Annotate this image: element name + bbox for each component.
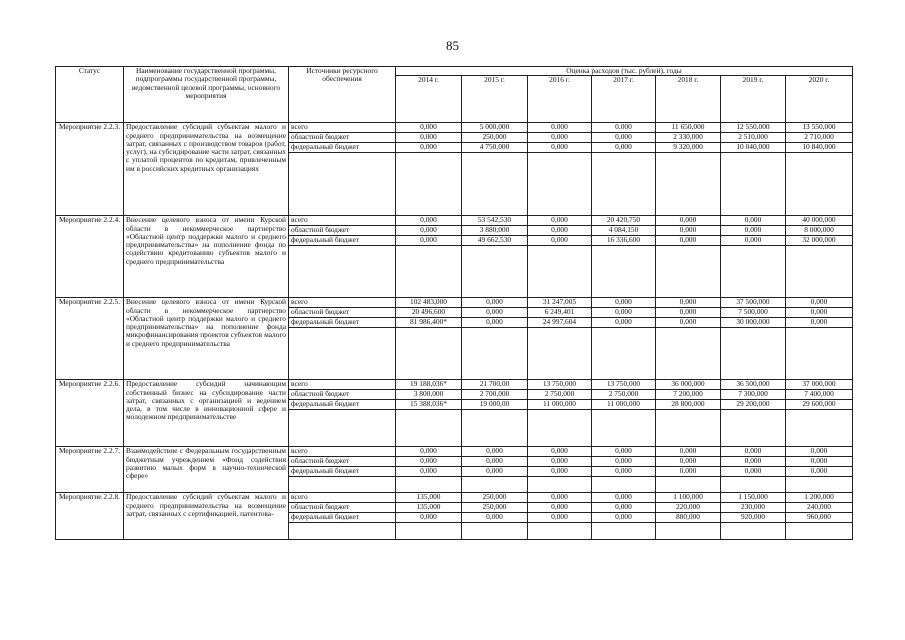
empty-cell [721, 328, 786, 380]
empty-cell [786, 523, 853, 540]
empty-cell [592, 246, 656, 298]
description-cell: Внесение целевого взноса от имени Курской области в некоммерческое партнерство «Областной центр поддержки малого и среднего предпринимательства» на пополнение фонда микрофинансирования проектов субъектов малого и среднего предпринимательства [124, 298, 289, 380]
empty-cell [656, 523, 721, 540]
description-cell: Предоставление субсидий начинающим собственный бизнес на субсидирование части затрат, связанных с организацией и ведением дела, в том числе в инновационной сфере и молодежном предпринимательстве [124, 380, 289, 447]
value-cell: 0,000 [721, 447, 786, 457]
empty-cell [528, 153, 592, 216]
status-cell: Мероприятие 2.2.6. [56, 380, 124, 447]
value-cell: 1 100,000 [656, 493, 721, 503]
value-cell: 0,000 [396, 216, 462, 226]
value-cell: 0,000 [786, 308, 853, 318]
value-cell: 0,000 [786, 467, 853, 477]
source-cell: федеральный бюджет [289, 143, 396, 153]
empty-cell [592, 328, 656, 380]
value-cell: 19 188,036* [396, 380, 462, 390]
value-cell: 2 750,000 [592, 390, 656, 400]
value-cell: 40 000,000 [786, 216, 853, 226]
empty-cell [528, 410, 592, 447]
value-cell: 4 084,150 [592, 226, 656, 236]
value-cell: 0,000 [462, 467, 528, 477]
value-cell: 13 550,000 [786, 123, 853, 133]
empty-cell [396, 246, 462, 298]
empty-cell [786, 328, 853, 380]
value-cell: 0,000 [656, 457, 721, 467]
value-cell: 30 000,000 [721, 318, 786, 328]
value-cell: 11 000,000 [528, 400, 592, 410]
status-cell: Мероприятие 2.2.7. [56, 447, 124, 493]
value-cell: 960,000 [786, 513, 853, 523]
value-cell: 0,000 [528, 236, 592, 246]
empty-cell [462, 153, 528, 216]
value-cell: 53 542,530 [462, 216, 528, 226]
value-cell: 0,000 [396, 457, 462, 467]
value-cell: 0,000 [528, 467, 592, 477]
value-cell: 0,000 [528, 226, 592, 236]
value-cell: 2 510,000 [721, 133, 786, 143]
value-cell: 10 840,000 [786, 143, 853, 153]
empty-cell [528, 246, 592, 298]
value-cell: 7 300,000 [721, 390, 786, 400]
value-cell: 230,000 [721, 503, 786, 513]
source-cell: всего [289, 447, 396, 457]
empty-cell [721, 410, 786, 447]
value-cell: 21 700,00 [462, 380, 528, 390]
source-cell: федеральный бюджет [289, 467, 396, 477]
value-cell: 15 388,036* [396, 400, 462, 410]
value-cell: 0,000 [592, 123, 656, 133]
value-cell: 0,000 [528, 503, 592, 513]
value-cell: 29 200,000 [721, 400, 786, 410]
empty-cell [289, 410, 396, 447]
source-cell: всего [289, 493, 396, 503]
value-cell: 0,000 [528, 493, 592, 503]
expenditure-table [55, 66, 853, 540]
source-cell: федеральный бюджет [289, 400, 396, 410]
value-cell: 0,000 [592, 457, 656, 467]
value-cell: 0,000 [396, 513, 462, 523]
value-cell: 20 420,750 [592, 216, 656, 226]
empty-cell [462, 523, 528, 540]
source-cell: областной бюджет [289, 226, 396, 236]
value-cell: 250,000 [462, 503, 528, 513]
header-status: Статус [56, 67, 124, 123]
value-cell: 8 000,000 [786, 226, 853, 236]
value-cell: 0,000 [721, 467, 786, 477]
empty-cell [786, 477, 853, 493]
value-cell: 0,000 [528, 123, 592, 133]
description-cell: Предоставление субсидий субъектам малого и среднего предпринимательства на возмещение затрат, связанных с производством товаров (работ, услуг), на субсидирование части затрат, связанных с уплатой процентов по кредитам, привлеченным им в российских кредитных организациях [124, 123, 289, 216]
empty-cell [592, 523, 656, 540]
value-cell: 9 320,000 [656, 143, 721, 153]
value-cell: 0,000 [592, 298, 656, 308]
value-cell: 0,000 [592, 308, 656, 318]
value-cell: 0,000 [786, 298, 853, 308]
value-cell: 0,000 [656, 236, 721, 246]
value-cell: 2 330,000 [656, 133, 721, 143]
value-cell: 0,000 [396, 133, 462, 143]
source-cell: областной бюджет [289, 133, 396, 143]
value-cell: 31 247,005 [528, 298, 592, 308]
table-row [56, 447, 853, 457]
empty-cell [786, 246, 853, 298]
empty-cell [396, 328, 462, 380]
value-cell: 0,000 [462, 513, 528, 523]
empty-cell [462, 328, 528, 380]
table-row [56, 493, 853, 503]
header-year: 2016 г. [528, 76, 592, 123]
description-cell: Внесение целевого взноса от имени Курской области в некоммерческое партнерство «Областной центр поддержки малого и среднего предпринимательства» на пополнение фонда по содействию кредитованию субъектов малого и среднего предпринимательства [124, 216, 289, 298]
value-cell: 0,000 [721, 226, 786, 236]
value-cell: 0,000 [786, 447, 853, 457]
value-cell: 0,000 [462, 308, 528, 318]
header-year: 2015 г. [462, 76, 528, 123]
value-cell: 3 800,000 [396, 390, 462, 400]
value-cell: 10 040,000 [721, 143, 786, 153]
empty-cell [528, 523, 592, 540]
header-estimate: Оценка расходов (тыс. рублей), годы [396, 67, 853, 76]
status-cell: Мероприятие 2.2.5. [56, 298, 124, 380]
source-cell: всего [289, 380, 396, 390]
source-cell: областной бюджет [289, 308, 396, 318]
value-cell: 20 496,600 [396, 308, 462, 318]
empty-cell [721, 523, 786, 540]
value-cell: 11 650,000 [656, 123, 721, 133]
value-cell: 0,000 [528, 133, 592, 143]
value-cell: 13 750,000 [528, 380, 592, 390]
value-cell: 0,000 [462, 298, 528, 308]
value-cell: 0,000 [721, 216, 786, 226]
empty-cell [721, 246, 786, 298]
value-cell: 0,000 [656, 216, 721, 226]
value-cell: 0,000 [462, 457, 528, 467]
value-cell: 0,000 [592, 143, 656, 153]
empty-cell [592, 477, 656, 493]
empty-cell [656, 328, 721, 380]
value-cell: 0,000 [656, 318, 721, 328]
value-cell: 0,000 [721, 457, 786, 467]
value-cell: 0,000 [396, 236, 462, 246]
value-cell: 0,000 [528, 457, 592, 467]
value-cell: 0,000 [396, 123, 462, 133]
source-cell: областной бюджет [289, 457, 396, 467]
empty-cell [786, 153, 853, 216]
source-cell: всего [289, 216, 396, 226]
empty-cell [528, 477, 592, 493]
value-cell: 19 000,00 [462, 400, 528, 410]
source-cell: областной бюджет [289, 390, 396, 400]
status-cell: Мероприятие 2.2.4. [56, 216, 124, 298]
empty-cell [656, 153, 721, 216]
empty-cell [289, 153, 396, 216]
value-cell: 0,000 [656, 467, 721, 477]
empty-cell [462, 477, 528, 493]
status-cell: Мероприятие 2.2.8. [56, 493, 124, 540]
value-cell: 0,000 [721, 236, 786, 246]
empty-cell [721, 477, 786, 493]
value-cell: 0,000 [592, 503, 656, 513]
source-cell: федеральный бюджет [289, 318, 396, 328]
empty-cell [396, 523, 462, 540]
empty-cell [396, 410, 462, 447]
value-cell: 37 000,000 [786, 380, 853, 390]
source-cell: федеральный бюджет [289, 513, 396, 523]
table-row [56, 380, 853, 390]
value-cell: 49 662,530 [462, 236, 528, 246]
value-cell: 240,000 [786, 503, 853, 513]
description-cell: Взаимодействие с Федеральным государственным бюджетным учреждением «Фонд содействия развитию малых форм в научно-технической сфере» [124, 447, 289, 493]
value-cell: 36 000,000 [656, 380, 721, 390]
value-cell: 3 880,000 [462, 226, 528, 236]
empty-cell [656, 410, 721, 447]
header-year: 2014 г. [396, 76, 462, 123]
value-cell: 0,000 [592, 318, 656, 328]
value-cell: 135,000 [396, 493, 462, 503]
value-cell: 0,000 [528, 513, 592, 523]
value-cell: 0,000 [656, 447, 721, 457]
description-cell: Предоставление субсидий субъектам малого и среднего предпринимательства на возмещение затрат, связанных с сертификацией, патентова- [124, 493, 289, 540]
value-cell: 37 500,000 [721, 298, 786, 308]
value-cell: 4 750,000 [462, 143, 528, 153]
value-cell: 12 550,000 [721, 123, 786, 133]
header-year: 2019 г. [721, 76, 786, 123]
table-body [56, 123, 853, 540]
header-year: 2018 г. [656, 76, 721, 123]
value-cell: 0,000 [786, 318, 853, 328]
value-cell: 0,000 [528, 447, 592, 457]
value-cell: 7 500,000 [721, 308, 786, 318]
value-cell: 250,000 [462, 493, 528, 503]
value-cell: 5 000,000 [462, 123, 528, 133]
value-cell: 0,000 [462, 447, 528, 457]
page-number: 85 [446, 38, 459, 53]
value-cell: 29 600,000 [786, 400, 853, 410]
empty-cell [289, 328, 396, 380]
value-cell: 920,000 [721, 513, 786, 523]
value-cell: 13 750,000 [592, 380, 656, 390]
value-cell: 0,000 [592, 513, 656, 523]
value-cell: 0,000 [786, 457, 853, 467]
empty-cell [656, 477, 721, 493]
empty-cell [528, 328, 592, 380]
value-cell: 220,000 [656, 503, 721, 513]
header-source: Источники ресурсного обеспечения [289, 67, 396, 123]
table-row [56, 123, 853, 133]
value-cell: 135,000 [396, 503, 462, 513]
empty-cell [396, 153, 462, 216]
value-cell: 0,000 [462, 318, 528, 328]
empty-cell [786, 410, 853, 447]
table-row [56, 298, 853, 308]
value-cell: 2 710,000 [786, 133, 853, 143]
empty-cell [592, 410, 656, 447]
value-cell: 2 750,000 [528, 390, 592, 400]
value-cell: 0,000 [396, 447, 462, 457]
value-cell: 1 150,000 [721, 493, 786, 503]
empty-cell [721, 153, 786, 216]
value-cell: 0,000 [592, 447, 656, 457]
source-cell: всего [289, 123, 396, 133]
table-row [56, 216, 853, 226]
value-cell: 16 336,600 [592, 236, 656, 246]
value-cell: 32 000,000 [786, 236, 853, 246]
value-cell: 0,000 [592, 467, 656, 477]
header-name: Наименование государственной программы, подпрограммы государственной программы, ведомственной целевой программы, основного мероприятия [124, 67, 289, 123]
value-cell: 7 200,000 [656, 390, 721, 400]
header-year: 2020 г. [786, 76, 853, 123]
status-cell: Мероприятие 2.2.3. [56, 123, 124, 216]
empty-cell [592, 153, 656, 216]
empty-cell [656, 246, 721, 298]
empty-cell [289, 246, 396, 298]
value-cell: 7 400,000 [786, 390, 853, 400]
value-cell: 0,000 [528, 143, 592, 153]
value-cell: 0,000 [592, 493, 656, 503]
value-cell: 1 200,000 [786, 493, 853, 503]
header-year: 2017 г. [592, 76, 656, 123]
value-cell: 0,000 [656, 226, 721, 236]
source-cell: федеральный бюджет [289, 236, 396, 246]
empty-cell [396, 477, 462, 493]
value-cell: 36 500,000 [721, 380, 786, 390]
value-cell: 0,000 [592, 133, 656, 143]
value-cell: 81 986,400* [396, 318, 462, 328]
value-cell: 102 483,000 [396, 298, 462, 308]
value-cell: 6 249,401 [528, 308, 592, 318]
value-cell: 880,000 [656, 513, 721, 523]
source-cell: областной бюджет [289, 503, 396, 513]
empty-cell [289, 477, 396, 493]
empty-cell [289, 523, 396, 540]
source-cell: всего [289, 298, 396, 308]
value-cell: 0,000 [396, 467, 462, 477]
value-cell: 0,000 [656, 308, 721, 318]
value-cell: 0,000 [396, 226, 462, 236]
value-cell: 250,000 [462, 133, 528, 143]
value-cell: 24 997,604 [528, 318, 592, 328]
value-cell: 0,000 [656, 298, 721, 308]
empty-cell [462, 246, 528, 298]
value-cell: 11 000,000 [592, 400, 656, 410]
value-cell: 0,000 [528, 216, 592, 226]
value-cell: 2 700,000 [462, 390, 528, 400]
value-cell: 28 800,000 [656, 400, 721, 410]
value-cell: 0,000 [396, 143, 462, 153]
empty-cell [462, 410, 528, 447]
